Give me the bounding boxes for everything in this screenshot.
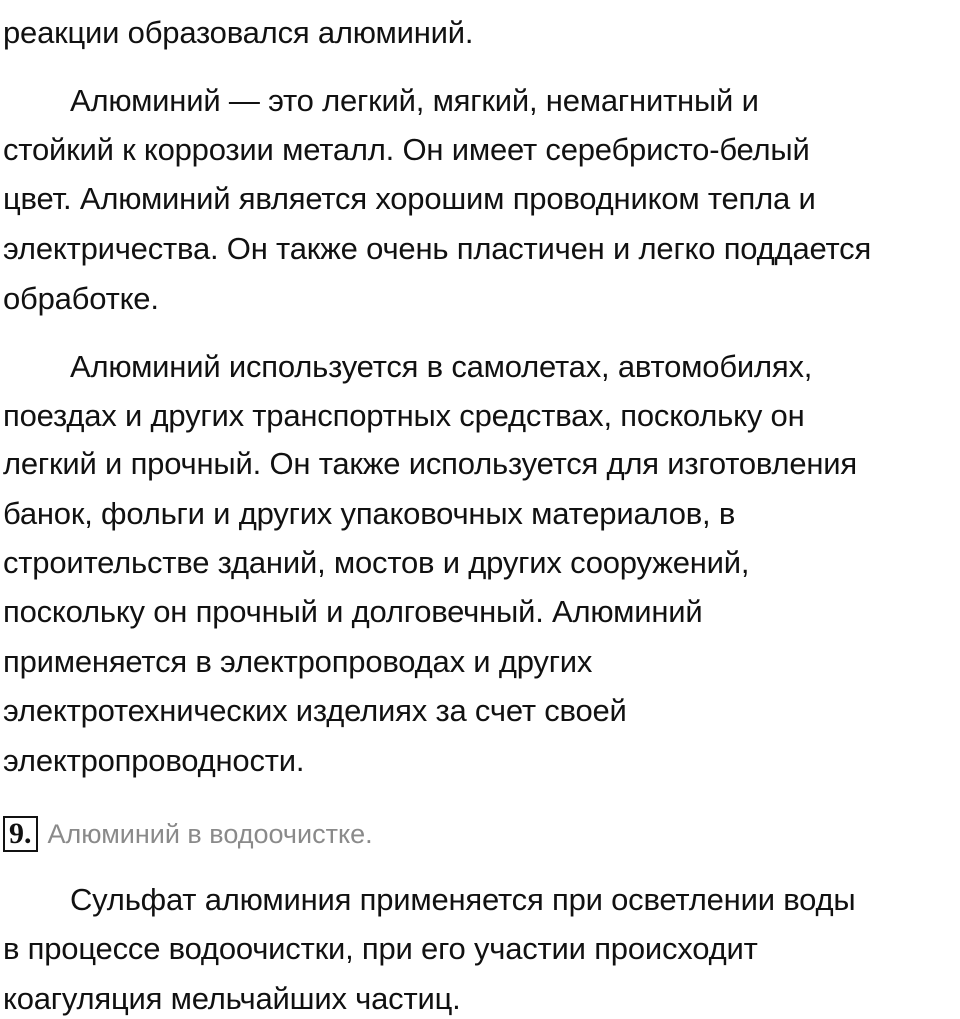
text-line: легкий и прочный. Он также используется для изготовления xyxy=(3,446,858,481)
paragraph-first-line: Алюминий используется в самолетах, автомобилях, xyxy=(70,349,813,384)
text-line: строительстве зданий, мостов и других сооружений, xyxy=(3,545,750,580)
paragraph-first-line: Сульфат алюминия применяется при осветлении воды xyxy=(70,882,856,917)
text-line: в процессе водоочистки, при его участии происходит xyxy=(3,931,758,966)
text-line: коагуляция мельчайших частиц. xyxy=(3,981,461,1016)
text-line: электротехнических изделиях за счет своей xyxy=(3,693,627,728)
text-line: электричества. Он также очень пластичен и легко поддается xyxy=(3,231,872,266)
text-line: применяется в электропроводах и других xyxy=(3,644,593,679)
section-number: 9. xyxy=(3,816,38,852)
text-line: реакции образовался алюминий. xyxy=(3,15,474,50)
text-line: банок, фольги и других упаковочных материалов, в xyxy=(3,496,736,531)
paragraph-first-line: Алюминий — это легкий, мягкий, немагнитный и xyxy=(70,83,759,118)
text-line: электропроводности. xyxy=(3,743,305,778)
text-line: стойкий к коррозии металл. Он имеет серебристо-белый xyxy=(3,132,810,167)
text-line: обработке. xyxy=(3,281,159,316)
text-line: поездах и других транспортных средствах, поскольку он xyxy=(3,398,805,433)
text-line: цвет. Алюминий является хорошим проводником тепла и xyxy=(3,181,816,216)
section-heading xyxy=(3,814,373,854)
text-line: поскольку он прочный и долговечный. Алюминий xyxy=(3,594,703,629)
section-title: Алюминий в водоочистке. xyxy=(47,819,373,849)
